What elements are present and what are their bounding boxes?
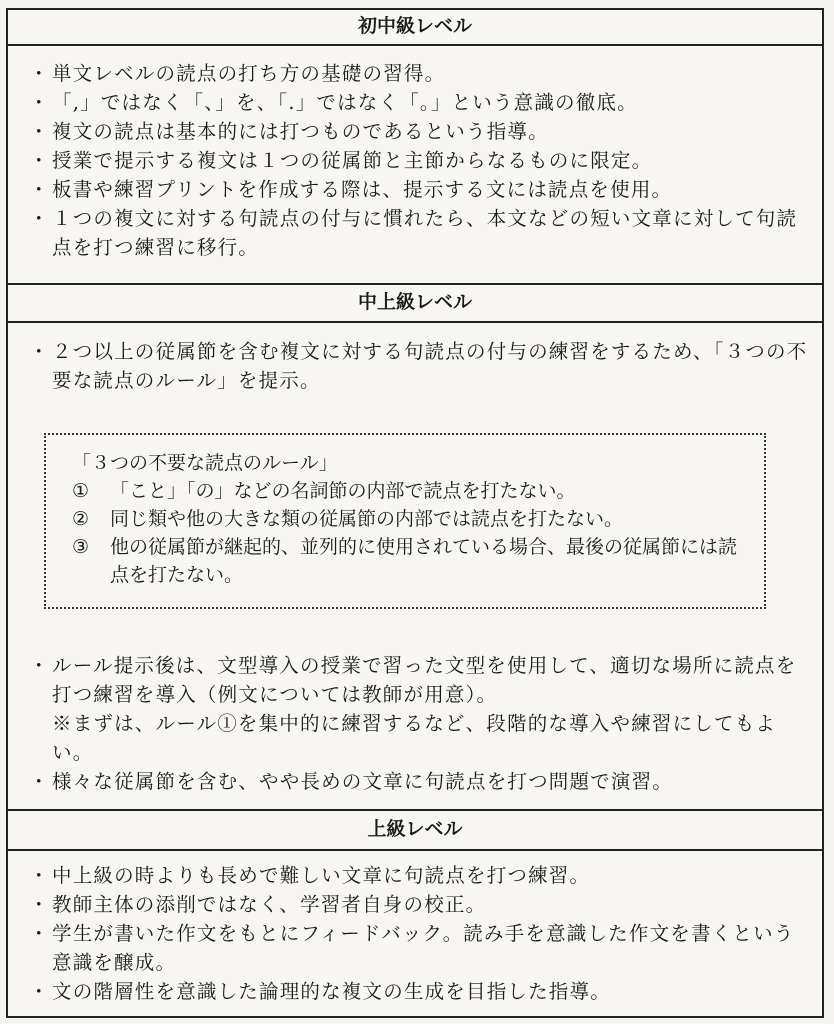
item-text: 単文レベルの読点の打ち方の基礎の習得。 (52, 62, 446, 85)
list-item (8, 977, 822, 1006)
rule-number: ① (72, 480, 90, 502)
bullet: ・ (29, 980, 50, 1003)
item-text: ルール提示後は、文型導入の授業で習った文型を使用して、適切な場所に読点を打つ練習を導入（例文については教師が用意）。 (52, 654, 797, 706)
list-item (8, 767, 822, 796)
section-header-advanced (8, 811, 822, 851)
list-item (8, 175, 822, 204)
bullet: ・ (29, 922, 50, 945)
rule-text: 他の従属節が継起的、並列的に使用されている場合、最後の従属節には読点を打たない。 (110, 536, 738, 586)
bullet: ・ (29, 864, 50, 887)
section-title: 初中級レベル (357, 15, 472, 37)
item-text: ２つ以上の従属節を含む複文に対する句読点の付与の練習をするため、「３つの不要な読点のルール」を提示。 (52, 340, 808, 392)
item-text: 中上級の時よりも長めで難しい文章に句読点を打つ練習。 (52, 864, 591, 887)
bullet: ・ (29, 178, 50, 201)
bullet: ・ (29, 62, 50, 85)
rule-text: 「こと」「の」などの名詞節の内部で読点を打たない。 (110, 480, 576, 502)
guidance-table (6, 8, 824, 1018)
list-item (8, 204, 822, 262)
rule-number: ③ (72, 536, 90, 558)
bullet: ・ (29, 770, 50, 793)
rule-number: ② (72, 508, 90, 530)
item-text: 「,」ではなく「、」を、「.」ではなく「。」という意識の徹底。 (52, 91, 638, 114)
section-header-intermediate (8, 285, 822, 323)
item-text: 様々な従属節を含む、やや長めの文章に句読点を打つ問題で演習。 (52, 770, 674, 793)
section-title: 上級レベル (367, 818, 463, 840)
bullet: ・ (29, 340, 50, 363)
list-item (8, 59, 822, 88)
rules-box (44, 433, 766, 609)
section-header-beginner (8, 10, 822, 46)
bullet: ・ (29, 120, 50, 143)
list-item (8, 117, 822, 146)
section-body-advanced (8, 851, 822, 1006)
item-text: 板書や練習プリントを作成する際は、提示する文には読点を使用。 (52, 178, 673, 201)
rule-item (72, 477, 738, 505)
intermediate-intro-list (8, 337, 822, 395)
list-item (8, 146, 822, 175)
bullet: ・ (29, 91, 50, 114)
beginner-list (8, 59, 822, 262)
section-body-beginner (8, 46, 822, 285)
rules-title: 「３つの不要な読点のルール」 (72, 452, 338, 474)
advanced-list (8, 861, 822, 1006)
bullet: ・ (29, 149, 50, 172)
list-item (8, 919, 822, 977)
note-text: ※まずは、ルール①を集中的に練習するなど、段階的な導入や練習にしてもよい。 (52, 712, 777, 764)
section-title: 中上級レベル (357, 291, 472, 313)
intermediate-after-list-2 (8, 767, 822, 796)
item-text: １つの複文に対する句読点の付与に慣れたら、本文などの短い文章に対して句読点を打つ練習に移行。 (52, 207, 798, 259)
rule-item (72, 505, 738, 533)
item-text: 授業で提示する複文は１つの従属節と主節からなるものに限定。 (52, 149, 653, 172)
item-text: 学生が書いた作文をもとにフィードバック。読み手を意識した作文を書くという意識を醸成。 (52, 922, 795, 974)
list-item (8, 861, 822, 890)
list-item (8, 651, 822, 709)
list-item (8, 88, 822, 117)
item-text: 複文の読点は基本的には打つものであるという指導。 (52, 120, 549, 143)
list-item (8, 337, 822, 395)
bullet: ・ (29, 893, 50, 916)
intermediate-after-list (8, 651, 822, 709)
rule-text: 同じ類や他の大きな類の従属節の内部では読点を打たない。 (110, 508, 624, 530)
rule-item (72, 533, 738, 589)
list-item (8, 890, 822, 919)
item-text: 文の階層性を意識した論理的な複文の生成を目指した指導。 (52, 980, 611, 1003)
item-text: 教師主体の添削ではなく、学習者自身の校正。 (52, 893, 487, 916)
bullet: ・ (29, 207, 50, 230)
section-body-intermediate (8, 323, 822, 811)
bullet: ・ (29, 654, 50, 677)
